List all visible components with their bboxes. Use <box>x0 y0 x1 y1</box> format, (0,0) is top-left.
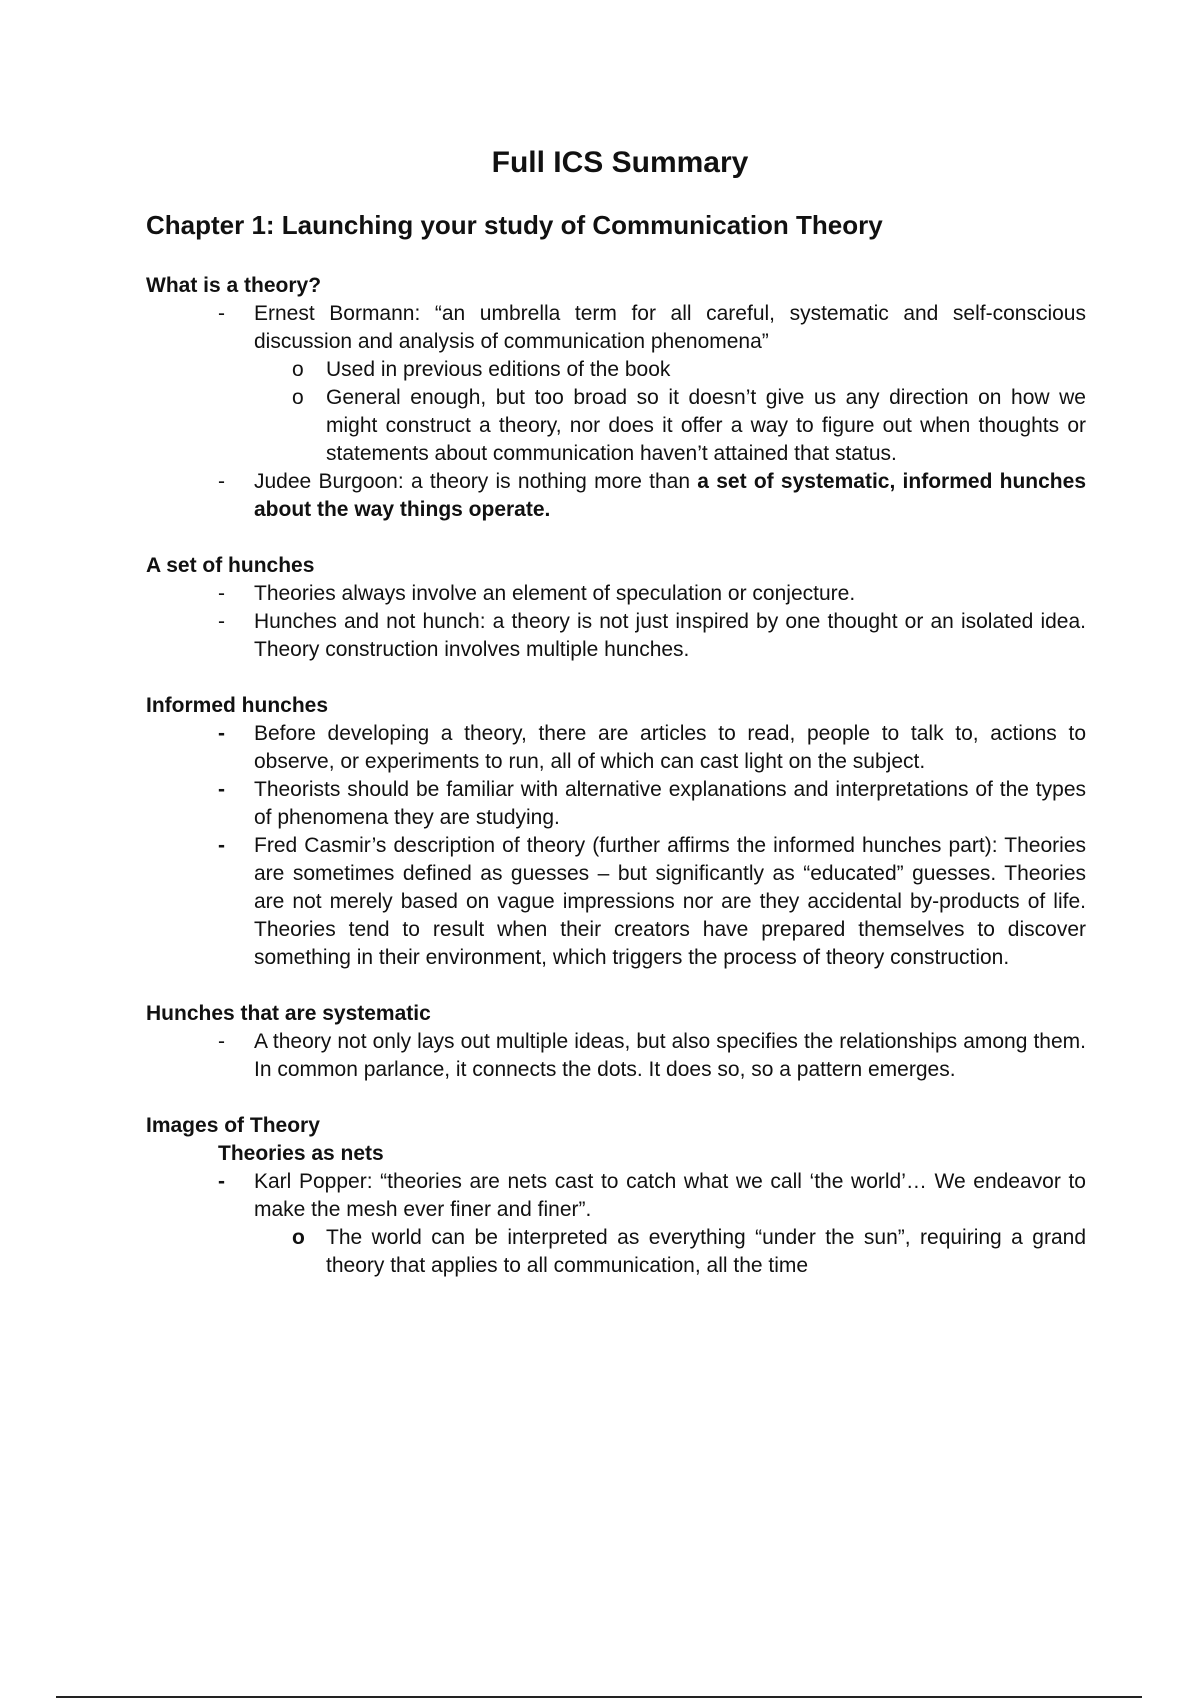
circle-bullet: o <box>292 386 304 409</box>
list-item-text: Before developing a theory, there are articles to read, people to talk to, actions to observe, or experiments to run, all of which can cast light on the subject. <box>254 722 1086 773</box>
section-heading: Images of Theory <box>146 1114 320 1137</box>
bullet-list <box>146 300 1086 524</box>
sub-list-item <box>254 1224 1086 1280</box>
list-item-text-bold: a set of systematic, informed hunches about the way things operate. <box>254 470 1086 521</box>
bullet-list <box>146 1028 1086 1084</box>
chapter-title: Chapter 1: Launching your study of Communication Theory <box>146 210 883 240</box>
dash-bullet: - <box>218 722 225 745</box>
dash-bullet: - <box>218 1170 225 1193</box>
list-item <box>146 300 1086 468</box>
list-item <box>146 580 1086 608</box>
list-item-text: Fred Casmir’s description of theory (further affirms the informed hunches part): Theories are sometimes defined as guesses – but significantly as “educated” guesses. Theories are not merely based on vague impressions nor are they accidental by-products of life. Theories tend to result when their creators have prepared themselves to discover something in their environment, which triggers the process of theory construction. <box>254 834 1086 969</box>
footer-divider <box>56 1696 1142 1698</box>
list-item-text: Karl Popper: “theories are nets cast to catch what we call ‘the world’… We endeavor to make the mesh ever finer and finer”. <box>254 1170 1086 1221</box>
circle-bullet: o <box>292 358 304 381</box>
sub-list-item-text: Used in previous editions of the book <box>326 358 671 381</box>
list-item-text-plain: Judee Burgoon: a theory is nothing more than <box>254 470 698 493</box>
list-item <box>146 832 1086 972</box>
dash-bullet: - <box>218 610 225 633</box>
dash-bullet: - <box>218 778 225 801</box>
sub-list-item <box>254 356 1086 384</box>
sub-list-item-text: The world can be interpreted as everything “under the sun”, requiring a grand theory that applies to all communication, all the time <box>326 1226 1086 1277</box>
list-item-text: Hunches and not hunch: a theory is not just inspired by one thought or an isolated idea. Theory construction involves multiple hunches. <box>254 610 1086 661</box>
list-item <box>146 468 1086 524</box>
document-title: Full ICS Summary <box>491 146 749 179</box>
list-item <box>146 608 1086 664</box>
sub-list-item-text: General enough, but too broad so it doesn’t give us any direction on how we might construct a theory, nor does it offer a way to figure out when thoughts or statements about communication haven’t attained that status. <box>326 386 1086 465</box>
document-body <box>146 272 1086 1308</box>
bullet-list <box>146 580 1086 664</box>
bullet-list <box>146 1168 1086 1280</box>
bullet-list <box>146 720 1086 972</box>
section-set-of-hunches <box>146 552 1086 664</box>
section-systematic-hunches <box>146 1000 1086 1084</box>
list-item <box>146 1028 1086 1084</box>
section-heading: Informed hunches <box>146 694 329 717</box>
list-item <box>146 776 1086 832</box>
dash-bullet: - <box>218 1030 225 1053</box>
list-item-text: Theories always involve an element of speculation or conjecture. <box>254 582 856 605</box>
sub-list-item <box>254 384 1086 468</box>
list-item-text: Theorists should be familiar with alternative explanations and interpretations of the types of phenomena they are studying. <box>254 778 1086 829</box>
dash-bullet: - <box>218 834 225 857</box>
section-informed-hunches <box>146 692 1086 972</box>
list-item-text <box>254 468 1086 524</box>
dash-bullet: - <box>218 302 225 325</box>
list-item-text: A theory not only lays out multiple ideas, but also specifies the relationships among them. In common parlance, it connects the dots. It does so, so a pattern emerges. <box>254 1030 1086 1081</box>
list-item <box>146 1168 1086 1280</box>
dash-bullet: - <box>218 470 225 493</box>
sub-bullet-list <box>254 356 1086 468</box>
section-heading: Hunches that are systematic <box>146 1002 431 1025</box>
sub-bullet-list <box>254 1224 1086 1280</box>
list-item <box>146 720 1086 776</box>
dash-bullet: - <box>218 582 225 605</box>
list-item-text: Ernest Bormann: “an umbrella term for all careful, systematic and self-conscious discussion and analysis of communication phenomena” <box>254 302 1086 353</box>
section-images-of-theory <box>146 1112 1086 1280</box>
section-heading: What is a theory? <box>146 274 322 297</box>
section-heading: A set of hunches <box>146 554 315 577</box>
circle-bullet: o <box>292 1226 305 1249</box>
sub-heading: Theories as nets <box>218 1142 384 1165</box>
section-what-is-a-theory <box>146 272 1086 524</box>
